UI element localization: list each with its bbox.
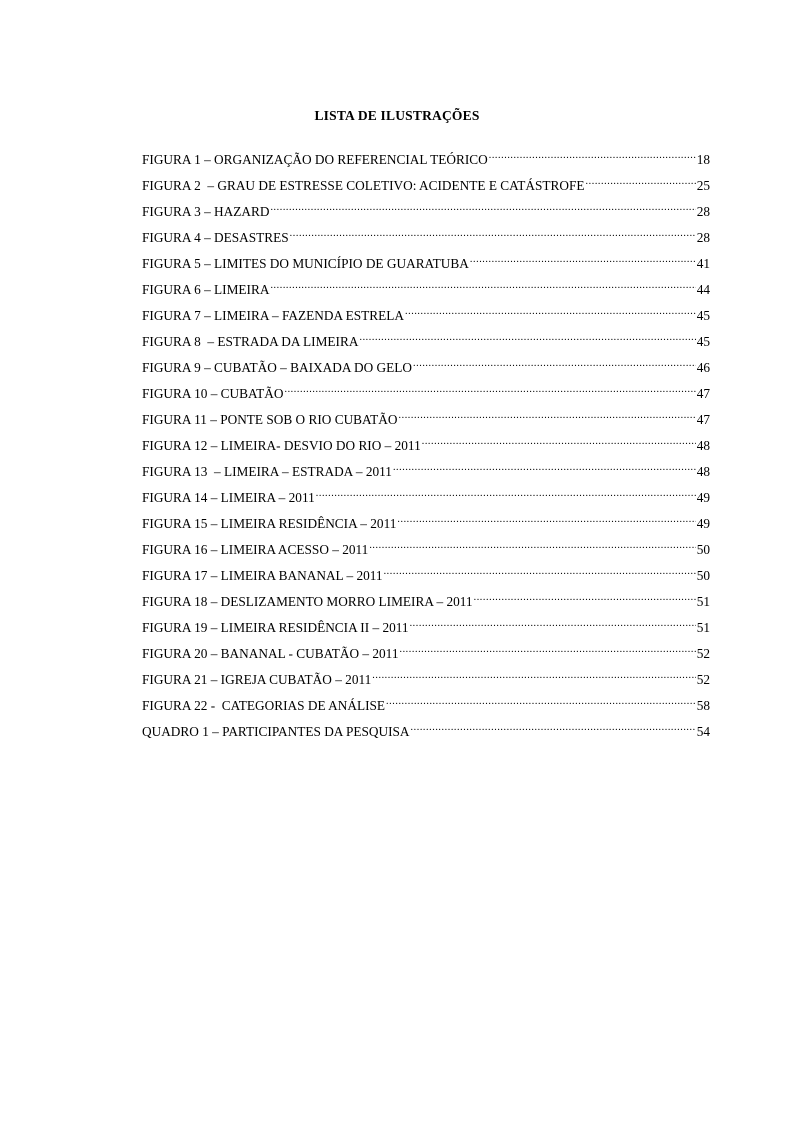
- entry-page-number: 47: [696, 412, 710, 427]
- list-item: [142, 593, 710, 619]
- entry-page-number: 48: [696, 438, 710, 453]
- list-item: [142, 229, 710, 255]
- list-item: [142, 463, 710, 489]
- entry-page-number: 49: [696, 490, 710, 505]
- dot-leader: [399, 412, 696, 424]
- entry-label: FIGURA 15 – LIMEIRA RESIDÊNCIA – 2011: [142, 516, 397, 531]
- entry-label: FIGURA 16 – LIMEIRA ACESSO – 2011: [142, 542, 369, 557]
- entry-page-number: 45: [696, 334, 710, 349]
- list-item: [142, 177, 710, 203]
- list-item: [142, 489, 710, 515]
- dot-leader: [410, 620, 696, 632]
- entry-label: FIGURA 20 – BANANAL - CUBATÃO – 2011: [142, 646, 399, 661]
- list-item: [142, 645, 710, 671]
- entry-label: FIGURA 5 – LIMITES DO MUNICÍPIO DE GUARATUBA: [142, 256, 469, 271]
- entry-label: FIGURA 18 – DESLIZAMENTO MORRO LIMEIRA – 2011: [142, 594, 473, 609]
- dot-leader: [474, 594, 696, 606]
- entry-page-number: 18: [696, 152, 710, 167]
- entry-page-number: 48: [696, 464, 710, 479]
- dot-leader: [359, 334, 695, 346]
- dot-leader: [405, 308, 696, 320]
- page-title: LISTA DE ILUSTRAÇÕES: [314, 108, 480, 123]
- entry-page-number: 58: [696, 698, 710, 713]
- list-item: [142, 307, 710, 333]
- dot-leader: [270, 204, 695, 216]
- entry-label: FIGURA 3 – HAZARD: [142, 204, 270, 219]
- dot-leader: [586, 178, 696, 190]
- dot-leader: [489, 152, 696, 164]
- entry-label: FIGURA 13 – LIMEIRA – ESTRADA – 2011: [142, 464, 392, 479]
- list-item: [142, 567, 710, 593]
- entry-label: FIGURA 4 – DESASTRES: [142, 230, 289, 245]
- entry-page-number: 52: [696, 672, 710, 687]
- entry-page-number: 44: [696, 282, 710, 297]
- dot-leader: [284, 386, 695, 398]
- dot-leader: [386, 698, 696, 710]
- dot-leader: [316, 490, 696, 502]
- list-item: [142, 255, 710, 281]
- list-item: [142, 385, 710, 411]
- entry-label: FIGURA 9 – CUBATÃO – BAIXADA DO GELO: [142, 360, 413, 375]
- list-item: [142, 619, 710, 645]
- entry-label: FIGURA 17 – LIMEIRA BANANAL – 2011: [142, 568, 383, 583]
- list-item: [142, 333, 710, 359]
- entry-label: FIGURA 12 – LIMEIRA- DESVIO DO RIO – 2011: [142, 438, 421, 453]
- list-item: [142, 437, 710, 463]
- dot-leader: [393, 464, 696, 476]
- entry-label: FIGURA 2 – GRAU DE ESTRESSE COLETIVO: ACIDENTE E CATÁSTROFE: [142, 178, 585, 193]
- dot-leader: [384, 568, 696, 580]
- entry-page-number: 41: [696, 256, 710, 271]
- entry-page-number: 54: [696, 724, 710, 739]
- entry-label: FIGURA 14 – LIMEIRA – 2011: [142, 490, 315, 505]
- entry-label: QUADRO 1 – PARTICIPANTES DA PESQUISA: [142, 724, 410, 739]
- list-item: [142, 541, 710, 567]
- entry-page-number: 51: [696, 620, 710, 635]
- list-item: [142, 281, 710, 307]
- entry-label: FIGURA 1 – ORGANIZAÇÃO DO REFERENCIAL TEÓRICO: [142, 152, 488, 167]
- entry-label: FIGURA 19 – LIMEIRA RESIDÊNCIA II – 2011: [142, 620, 409, 635]
- dot-leader: [399, 646, 695, 658]
- list-item: [142, 411, 710, 437]
- entry-label: FIGURA 21 – IGREJA CUBATÃO – 2011: [142, 672, 372, 687]
- dot-leader: [372, 672, 695, 684]
- entry-page-number: 51: [696, 594, 710, 609]
- dot-leader: [270, 282, 695, 294]
- illustrations-list: [142, 151, 710, 749]
- entry-label: FIGURA 8 – ESTRADA DA LIMEIRA: [142, 334, 359, 349]
- entry-label: FIGURA 7 – LIMEIRA – FAZENDA ESTRELA: [142, 308, 405, 323]
- entry-label: FIGURA 22 - CATEGORIAS DE ANÁLISE: [142, 698, 386, 713]
- dot-leader: [411, 724, 696, 736]
- entry-label: FIGURA 10 – CUBATÃO: [142, 386, 284, 401]
- entry-page-number: 49: [696, 516, 710, 531]
- list-item: [142, 697, 710, 723]
- entry-page-number: 52: [696, 646, 710, 661]
- dot-leader: [422, 438, 696, 450]
- list-item: [142, 723, 710, 749]
- entry-page-number: 45: [696, 308, 710, 323]
- list-item: [142, 671, 710, 697]
- dot-leader: [290, 230, 696, 242]
- entry-page-number: 46: [696, 360, 710, 375]
- list-item: [142, 151, 710, 177]
- dot-leader: [470, 256, 696, 268]
- entry-page-number: 47: [696, 386, 710, 401]
- list-item: [142, 203, 710, 229]
- entry-page-number: 28: [696, 204, 710, 219]
- dot-leader: [397, 516, 695, 528]
- entry-page-number: 50: [696, 542, 710, 557]
- entry-label: FIGURA 11 – PONTE SOB O RIO CUBATÃO: [142, 412, 398, 427]
- dot-leader: [369, 542, 695, 554]
- list-item: [142, 515, 710, 541]
- list-item: [142, 359, 710, 385]
- entry-page-number: 50: [696, 568, 710, 583]
- entry-page-number: 28: [696, 230, 710, 245]
- entry-page-number: 25: [696, 178, 710, 193]
- dot-leader: [413, 360, 696, 372]
- entry-label: FIGURA 6 – LIMEIRA: [142, 282, 270, 297]
